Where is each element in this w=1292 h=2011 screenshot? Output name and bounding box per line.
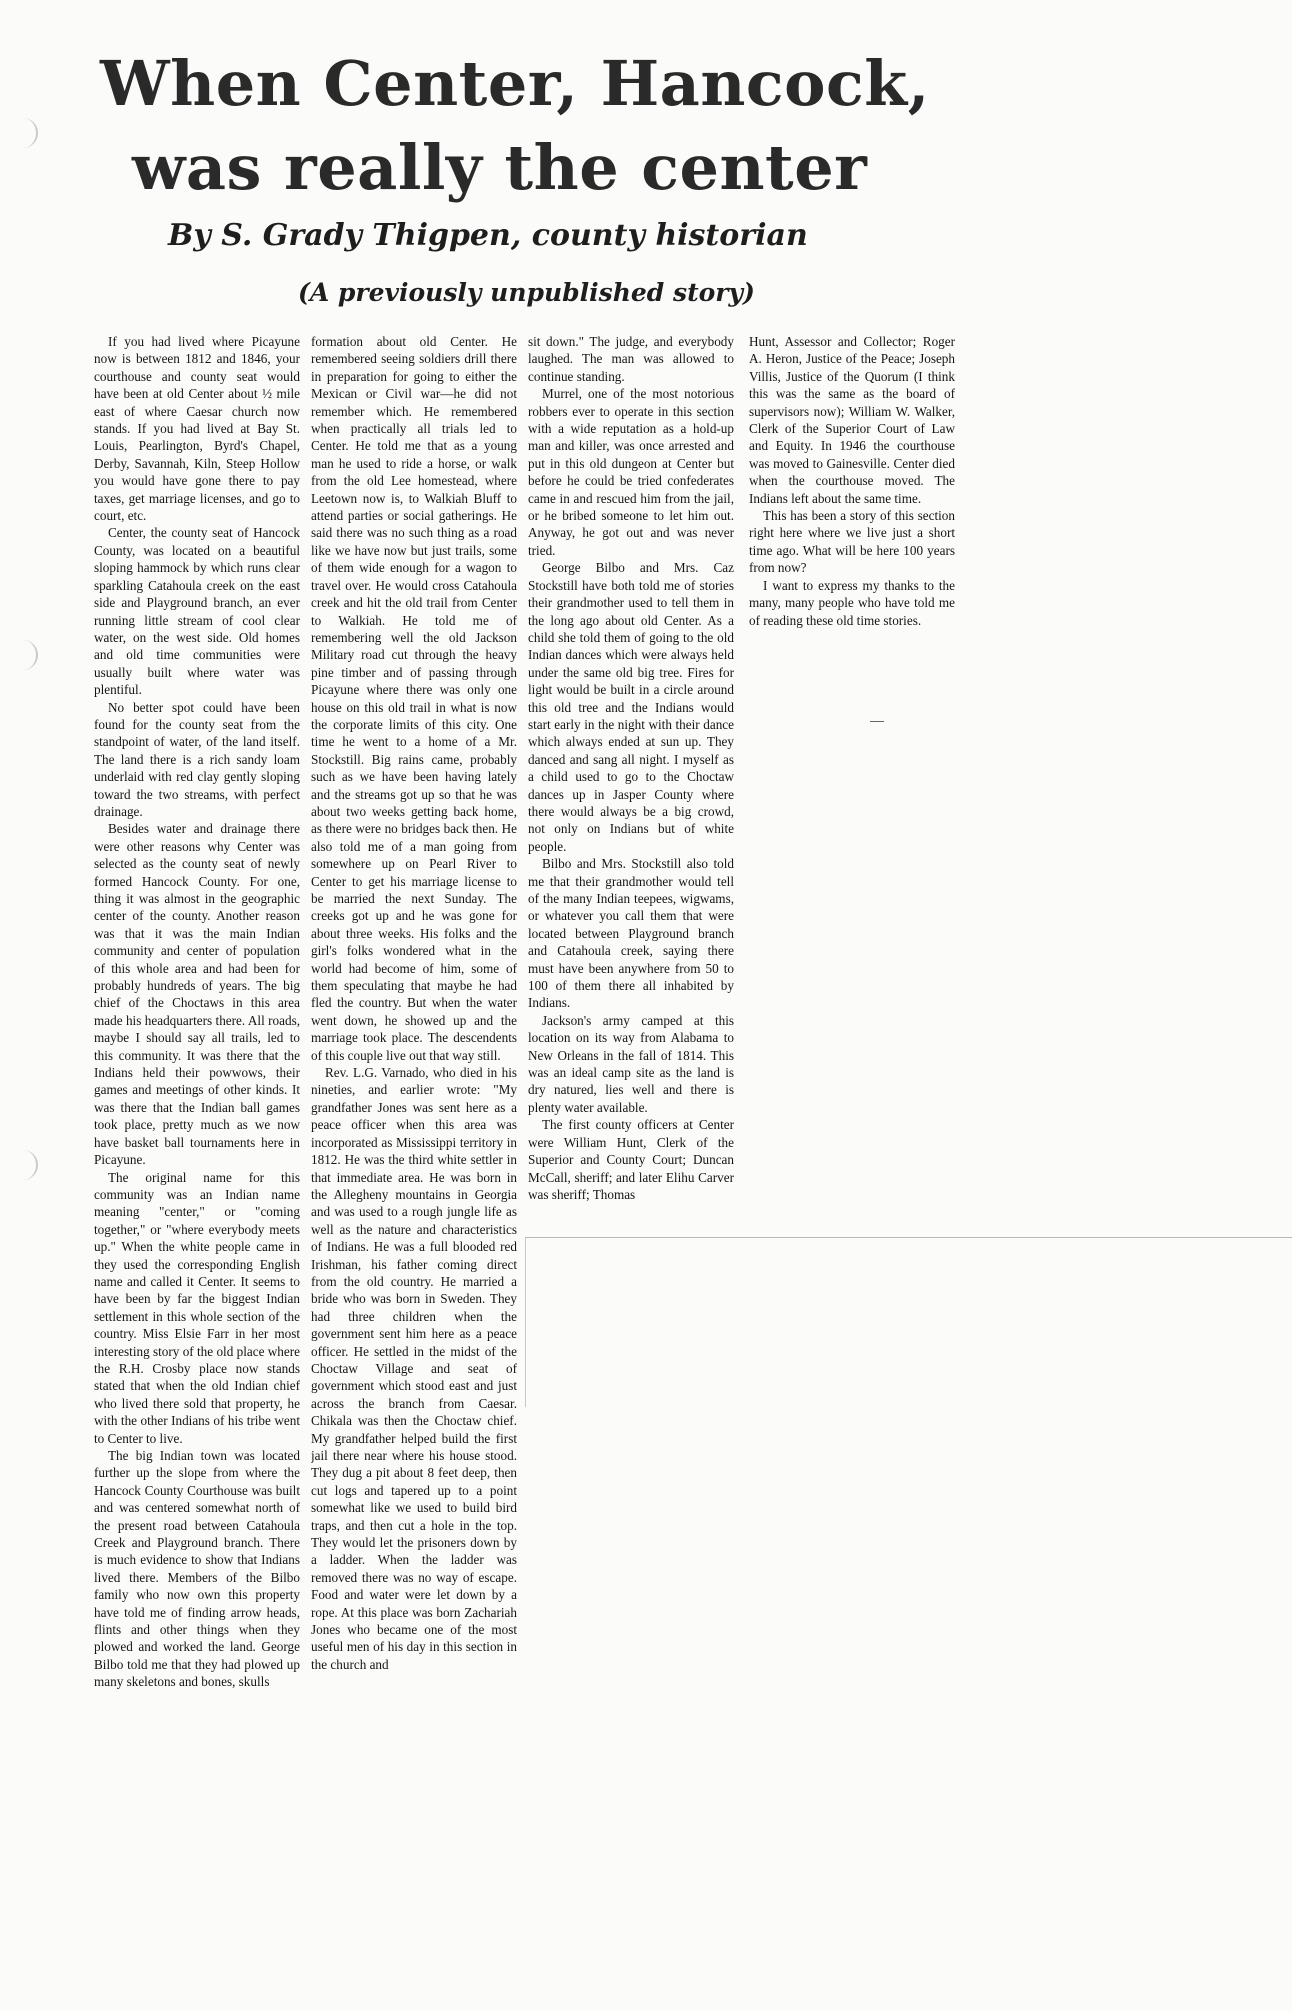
- paragraph: Jackson's army camped at this location on its way from Alabama to New Orleans in the fall of 1814. This was an ideal camp site as the land is dry natured, lies well and there is plenty water available.: [528, 1012, 734, 1115]
- paragraph: If you had lived where Picayune now is between 1812 and 1846, your courthouse and county seat would have been at old Center about ½ mile east of where Caesar church now stands. If you had lived at Bay St. Louis, Pearlington, Byrd's Chapel, Derby, Savannah, Kiln, Steep Hollow you would have gone there to pay taxes, get marriage licenses, and go to court, etc.: [94, 334, 300, 524]
- headline-line-1: When Center, Hancock,: [100, 47, 930, 120]
- clipping-seam: [525, 1237, 1292, 1238]
- paragraph: sit down." The judge, and everybody laughed. The man was allowed to continue standing.: [528, 334, 734, 384]
- paragraph: The first county officers at Center were William Hunt, Clerk of the Superior and County Court; Duncan McCall, sheriff; and later Elihu Carver was sheriff; Thomas: [528, 1117, 734, 1202]
- paragraph: Center, the county seat of Hancock County, was located on a beautiful sloping hammock by which runs clear sparkling Catahoula creek on the east side and Playground branch, an ever running little stream of cool clear water, on the west side. Old homes and old time communities were usually built where water was plentiful.: [94, 525, 300, 698]
- clipping-seam-vertical: [525, 1237, 526, 1407]
- page-edge-mark: [14, 640, 38, 670]
- article-subhead: (A previously unpublished story): [298, 278, 755, 307]
- paragraph: The big Indian town was located further up the slope from where the Hancock County Courthouse was built and was centered somewhat north of the present road between Catahoula Creek and Playground branch. There is much evidence to show that Indians lived there. Members of the Bilbo family who now own this property have told me of finding arrow heads, flints and other things when they plowed and worked the land. George Bilbo told me that they had plowed up many skeletons and bones, skulls: [94, 1448, 300, 1690]
- paragraph: The original name for this community was an Indian name meaning "center," or "coming together," or "where everybody meets up." When the white people came in they used the corresponding English name and called it Center. It seems to have been by far the biggest Indian settlement in this whole section of the country. Miss Elsie Farr in her most interesting story of the old place where the R.H. Crosby place now stands stated that when the old Indian chief who lived there sold that property, he with the other Indians of his tribe went to Center to live.: [94, 1169, 300, 1446]
- article-column-3: [528, 333, 734, 1408]
- paragraph: George Bilbo and Mrs. Caz Stockstill have both told me of stories their grandmother used to tell them in the long ago about old Center. As a child she told them of going to the old Indian dances which were always held under the same old big tree. Fires for light would be built in a circle around this old tree and the Indians would start early in the night with their dance which always ended at sun up. They danced and sang all night. I myself as a child used to go to the Choctaw dances up in Jasper County where there would always be a big crowd, not only on Indians but of white people.: [528, 560, 734, 854]
- paragraph: Murrel, one of the most notorious robbers ever to operate in this section with a wide reputation as a hold-up man and killer, was once arrested and put in this old dungeon at Center but before he could be tried confederates came in and rescued him from the jail, or he bribed someone to let him out. Anyway, he got out and was never tried.: [528, 386, 734, 558]
- paragraph: No better spot could have been found for the county seat from the standpoint of water, of the land itself. The land there is a rich sandy loam underlaid with red clay gently sloping toward the two streams, with perfect drainage.: [94, 699, 300, 819]
- page-edge-mark: [14, 118, 38, 148]
- article-column-1: [94, 333, 300, 2011]
- paragraph: This has been a story of this section right here where we live just a short time ago. What will be here 100 years from now?: [749, 508, 955, 576]
- paragraph: Besides water and drainage there were other reasons why Center was selected as the county seat of newly formed Hancock County. For one, thing it was almost in the geographic center of the county. Another reason was that it was the main Indian community and center of population of this whole area and had been for probably hundreds of years. The big chief of the Choctaws in this area made his headquarters there. All roads, maybe I should say all trails, led to this community. It was there that the Indians held their powwows, their games and meetings of other kinds. It was there that the Indian ball games took place, pretty much as we now have basket ball tournaments here in Picayune.: [94, 821, 300, 1168]
- article-column-4: [749, 333, 955, 713]
- headline-line-2: was really the center: [132, 131, 868, 204]
- paragraph: formation about old Center. He remembered seeing soldiers drill there in preparation for going to either the Mexican or Civil war—he did not remember which. He remembered when practically all trials led to Center. He told me that as a young man he used to ride a horse, or walk from the old Lee homestead, where Leetown now is, to Walkiah Bluff to attend parties or social gatherings. He said there was no such thing as a road like we have now but just trails, some of them wide enough for a wagon to travel over. He would cross Catahoula creek and hit the old trail from Center to Walkiah. He told me of remembering well the old Jackson Military road cut through the heavy pine timber and of passing through Picayune where there was only one house on this old trail in what is now the corporate limits of this city. One time he went to a home of a Mr. Stockstill. Big rains came, probably such as we have been having lately and the streams got up so that he was about two weeks getting back home, as there were no bridges back then. He also told me of a man going from somewhere up on Pearl River to Center to get his marriage license to be married the next Sunday. The creeks got up and he was gone for about three weeks. His folks and the girl's folks wondered what in the world had become of him, some of them speculating that maybe he had fled the country. But when the water went down, he showed up and the marriage took place. The descendents of this couple live out that way still.: [311, 334, 517, 1063]
- article-headline: [100, 42, 960, 210]
- paragraph: Hunt, Assessor and Collector; Roger A. Heron, Justice of the Peace; Joseph Villis, Justice of the Quorum (I think this was the same as the board of supervisors now); William W. Walker, Clerk of the Superior Court of Law and Equity. In 1946 the courthouse was moved to Gainesville. Center died when the courthouse moved. The Indians left about the same time.: [749, 334, 955, 506]
- page-edge-mark: [14, 1150, 38, 1180]
- end-dash: [870, 721, 884, 722]
- paragraph: I want to express my thanks to the many, many people who have told me of reading these old time stories.: [749, 577, 955, 628]
- paragraph: Bilbo and Mrs. Stockstill also told me that their grandmother would tell of the many Indian teepees, wigwams, or whatever you call them that were located between Playground branch and Catahoula creek, saying there must have been anywhere from 50 to 100 of them there all inhabited by Indians.: [528, 856, 734, 1011]
- paragraph: Rev. L.G. Varnado, who died in his nineties, and earlier wrote: "My grandfather Jones was sent here as a peace officer when this area was incorporated as Mississippi territory in 1812. He was the third white settler in that immediate area. He was born in the Allegheny mountains in Georgia and was used to a rough jungle life as well as the nature and characteristics of Indians. He was a full blooded red Irishman, his father coming direct from the old country. He married a bride who was born in Sweden. They had three children when the government sent him here as a peace officer. He settled in the midst of the Choctaw Village and seat of government which stood east and just across the branch from Caesar. Chikala was then the Choctaw chief. My grandfather helped build the first jail there near where his house stood. They dug a pit about 8 feet deep, then cut logs and tapered up to a point somewhat like we used to build bird traps, and then cut a hole in the top. They would let the prisoners down by a ladder. When the ladder was removed there was no way of escape. Food and water were let down by a rope. At this place was born Zachariah Jones who became one of the most useful men of his day in this section in the church and: [311, 1065, 517, 1672]
- article-column-2: [311, 333, 517, 2011]
- article-byline: By S. Grady Thigpen, county historian: [168, 218, 808, 253]
